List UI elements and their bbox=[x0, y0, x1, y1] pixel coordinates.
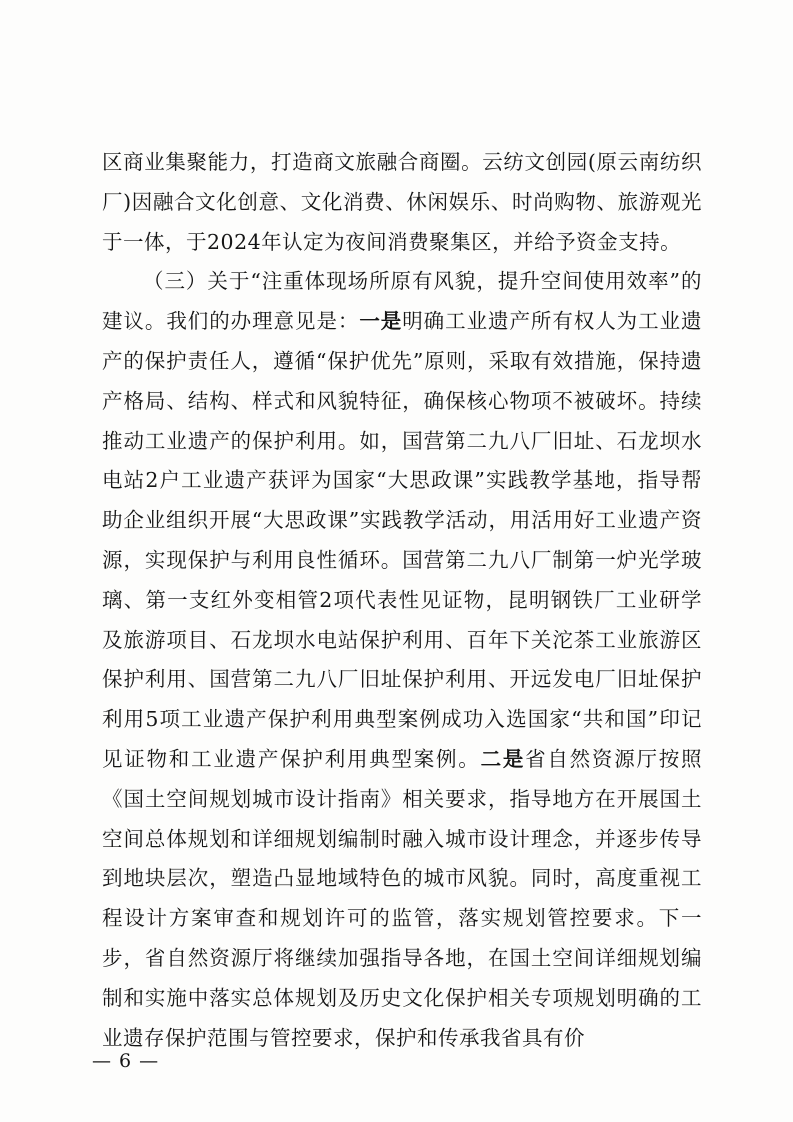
point-one-marker: 一是 bbox=[359, 309, 403, 334]
paragraph-2 bbox=[102, 262, 702, 1058]
page-number: — 6 — bbox=[92, 1050, 160, 1072]
paragraph-2-intro: （三）关于“注重体现场所原有风貌，提升空间使用效率”的建议。我们的办理意见是： bbox=[102, 269, 702, 334]
point-one-text: 明确工业遗产所有权人为工业遗产的保护责任人，遵循“保护优先”原则，采取有效措施，保持遗产格局、结构、样式和风貌特征，确保核心物项不被破坏。持续推动工业遗产的保护利用。如，国营第二九八厂旧址、石龙坝水电站2户工业遗产获评为国家“大思政课”实践教学基地，指导帮助企业组织开展“大思政课”实践教学活动，用活用好工业遗产资源，实现保护与利用良性循环。国营第二九八厂制第一炉光学玻璃、第一支红外变相管2项代表性见证物，昆明钢铁厂工业研学及旅游项目、石龙坝水电站保护利用、百年下关沱茶工业旅游区保护利用、国营第二九八厂旧址保护利用、开远发电厂旧址保护利用5项工业遗产保护利用典型案例成功入选国家“共和国”印记见证物和工业遗产保护利用典型案例。 bbox=[102, 309, 703, 771]
point-two-text: 省自然资源厅按照《国土空间规划城市设计指南》相关要求，指导地方在开展国土空间总体规划和详细规划编制时融入城市设计理念，并逐步传导到地块层次，塑造凸显地域特色的城市风貌。同时，高度重视工程设计方案审查和规划许可的监管，落实规划管控要求。下一步，省自然资源厅将继续加强指导各地，在国土空间详细规划编制和实施中落实总体规划及历史文化保护相关专项规划明确的工业遗存保护范围与管控要求，保护和传承我省具有价 bbox=[102, 746, 703, 1050]
paragraph-1-text: 区商业集聚能力，打造商文旅融合商圈。云纺文创园(原云南纺织厂)因融合文化创意、文化消费、休闲娱乐、时尚购物、旅游观光于一体，于2024年认定为夜间消费聚集区，并给予资金支持。 bbox=[102, 150, 702, 254]
document-body bbox=[102, 143, 702, 1058]
paragraph-1 bbox=[102, 143, 702, 262]
point-two-marker: 二是 bbox=[480, 746, 526, 771]
